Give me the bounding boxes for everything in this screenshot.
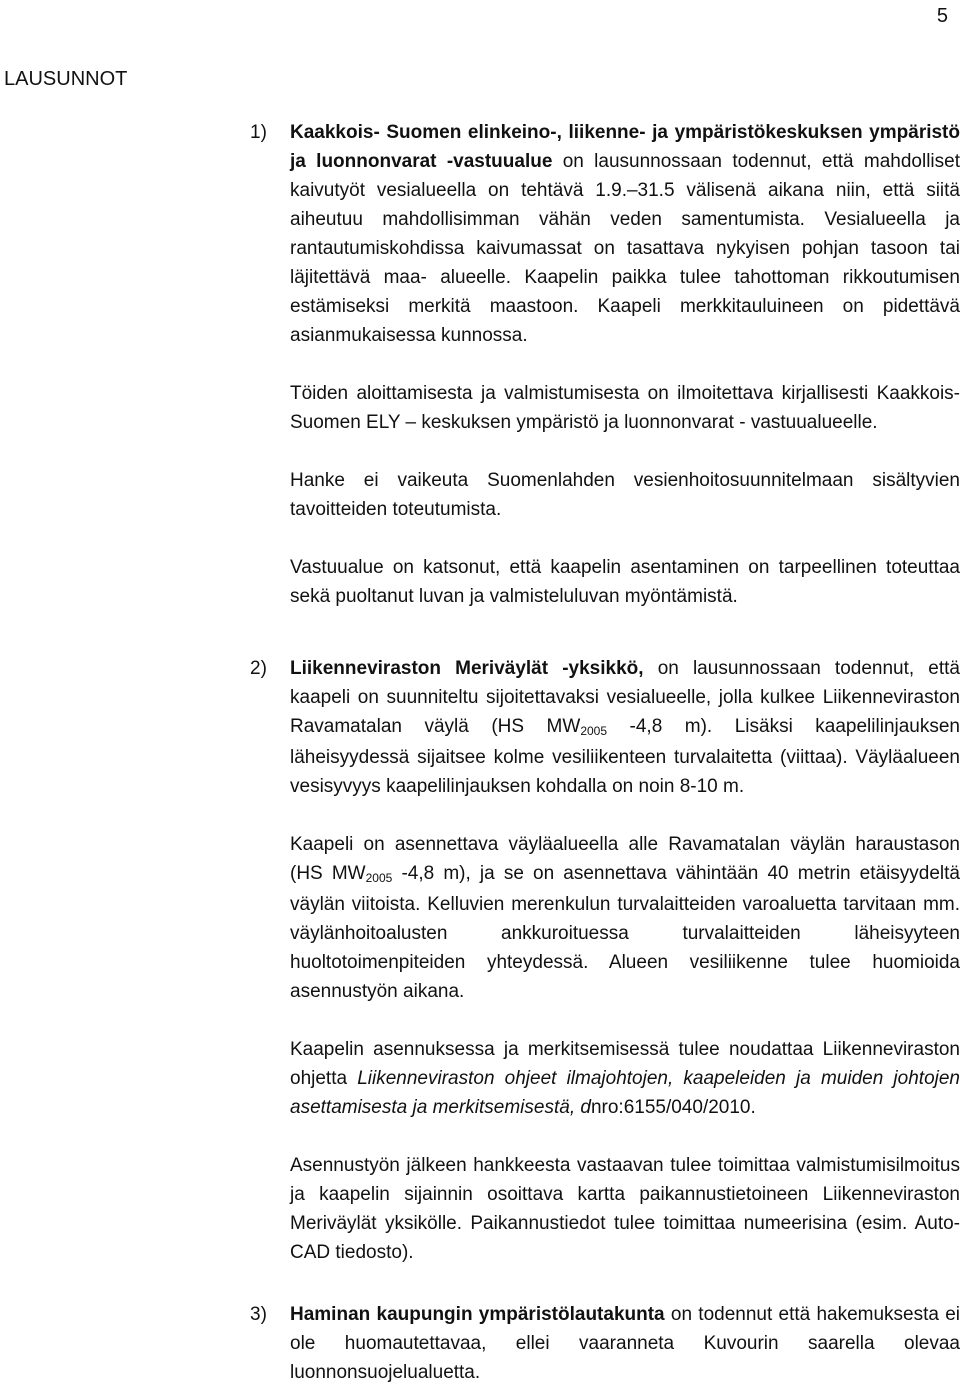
paragraph	[290, 118, 960, 350]
document-title: Liikenneviraston ohjeet ilmajohtojen, kaapeleiden ja muiden johtojen asettamisesta ja merkitsemisestä, d	[290, 1068, 960, 1118]
paragraph	[290, 654, 960, 801]
paragraph-text: on lausunnossaan todennut, että mahdolliset kaivutyöt vesialueella on tehtävä 1.9.–31.5 välisenä aikana niin, että siitä aiheutuu mahdollisimman vähän veden samentumista. Vesialueella ja rantautumiskohdissa kaivumassat on tasattava nykyisen pohjan tasoon tai läjitettävä maa- alueelle. Kaapelin paikka tulee tahottoman rikkoutumisen estämiseksi merkitä maastoon. Kaapeli merkkitauluineen on pidettävä asianmukaisessa kunnossa.	[290, 151, 960, 346]
paragraph-text: -4,8 m). Lisäksi kaapelilinjauksen läheisyydessä sijaitsee kolme vesiliikenteen turvalaitetta (viittaa). Väyläalueen vesisyvyys kaapelilinjauksen kohdalla on noin 8-10 m.	[290, 716, 960, 797]
paragraph	[290, 830, 960, 1006]
paragraph-text: nro:6155/040/2010.	[590, 1097, 756, 1118]
paragraph-text: -4,8 m), ja se on asennettava vähintään 40 metrin etäisyydeltä väylän viitoista. Kelluvien merenkulun turvalaitteiden varoaluetta tarvitaan mm. väylänhoitoalusten ankkuroituessa turvalaitteiden läheisyyteen huoltotoimenpiteiden yhteydessä. Alueen vesiliikenne tulee huomioida asennustyön aikana.	[290, 863, 960, 1002]
paragraph	[290, 1300, 960, 1387]
statement-item-3	[250, 1300, 960, 1387]
paragraph	[290, 1035, 960, 1122]
paragraph: Töiden aloittamisesta ja valmistumisesta on ilmoitettava kirjallisesti Kaakkois- Suomen ELY – keskuksen ympäristö ja luonnonvarat - vastuualueelle.	[290, 383, 960, 433]
organization-name: Liikenneviraston Meriväylät -yksikkö,	[290, 658, 644, 679]
page-number: 5	[936, 5, 948, 27]
item-number: 2)	[250, 658, 267, 679]
section-heading: LAUSUNNOT	[4, 68, 128, 90]
paragraph: Hanke ei vaikeuta Suomenlahden vesienhoitosuunnitelmaan sisältyvien tavoitteiden toteutumista.	[290, 470, 960, 520]
organization-name: Kaakkois- Suomen elinkeino-, liikenne- ja ympäristökeskuksen ympäristö ja luonnonvarat -vastuualue	[290, 122, 960, 172]
paragraph-text: Kaapeli on asennettava väyläalueella alle Ravamatalan väylän haraustason (HS MW	[290, 834, 960, 884]
organization-name: Haminan kaupungin ympäristölautakunta	[290, 1304, 665, 1325]
item-number: 3)	[250, 1304, 267, 1325]
paragraph: Asennustyön jälkeen hankkeesta vastaavan tulee toimittaa valmistumisilmoitus ja kaapelin sijainnin osoittava kartta paikannustietoineen Liikenneviraston Meriväylät yksikölle. Paikannustiedot tulee toimittaa numeerisina (esim. Auto-CAD tiedosto).	[290, 1155, 960, 1263]
paragraph-text: on lausunnossaan todennut, että kaapeli on suunniteltu sijoitettavaksi vesialueelle, jolla kulkee Liikenneviraston Ravamatalan väylä (HS MW	[290, 658, 960, 737]
subscript: 2005	[365, 871, 393, 885]
statement-item-1	[250, 118, 960, 611]
paragraph: Vastuualue on katsonut, että kaapelin asentaminen on tarpeellinen toteuttaa sekä puoltanut luvan ja valmisteluluvan myöntämistä.	[290, 557, 960, 607]
paragraph-text: on todennut että hakemuksesta ei ole huomautettavaa, ellei vaaranneta Kuvourin saarella olevaa luonnonsuojelualuetta.	[290, 1304, 960, 1383]
paragraph-text: Kaapelin asennuksessa ja merkitsemisessä tulee noudattaa Liikenneviraston ohjetta	[290, 1039, 960, 1089]
statement-item-2	[250, 654, 960, 1267]
subscript: 2005	[580, 724, 608, 738]
item-number: 1)	[250, 122, 267, 143]
